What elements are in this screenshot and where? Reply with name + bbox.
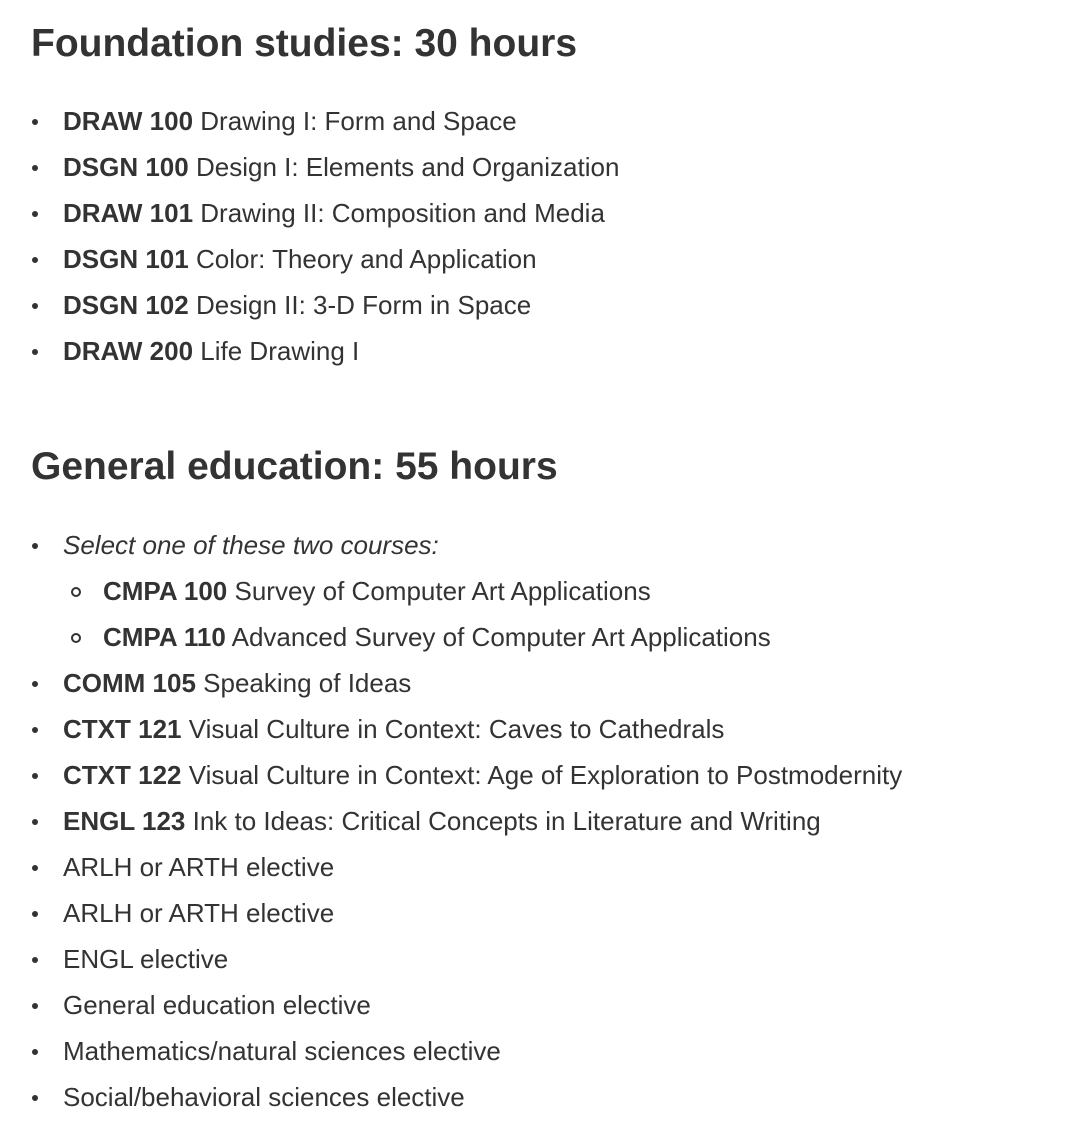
course-code: CTXT 121 <box>63 714 182 744</box>
course-title: Visual Culture in Context: Age of Exploration to Postmodernity <box>188 760 903 790</box>
sub-list-item <box>0 614 902 660</box>
course-code: CMPA 100 <box>103 576 228 606</box>
course-title: Life Drawing I <box>200 336 360 366</box>
course-code: COMM 105 <box>63 668 196 698</box>
select-note-item <box>0 522 902 568</box>
list-item <box>0 98 619 144</box>
course-title: Drawing II: Composition and Media <box>200 198 605 228</box>
foundation-heading: Foundation studies: 30 hours <box>31 22 578 65</box>
foundation-course-list <box>0 98 619 374</box>
elective-item <box>0 936 902 982</box>
course-title: Speaking of Ideas <box>203 668 412 698</box>
course-code: DRAW 101 <box>63 198 194 228</box>
sub-list-item <box>0 568 902 614</box>
course-title: Ink to Ideas: Critical Concepts in Literature and Writing <box>192 806 821 836</box>
course-title: Design II: 3-D Form in Space <box>195 290 532 320</box>
select-note: Select one of these two courses: <box>63 530 439 560</box>
course-code: DRAW 200 <box>63 336 194 366</box>
elective-item <box>0 1074 902 1120</box>
elective-item <box>0 844 902 890</box>
course-title: Survey of Computer Art Applications <box>234 576 651 606</box>
general-education-heading: General education: 55 hours <box>31 445 558 488</box>
elective-item <box>0 1028 902 1074</box>
elective-label: Mathematics/natural sciences elective <box>63 1036 501 1066</box>
course-code: CMPA 110 <box>103 622 226 652</box>
elective-label: ENGL elective <box>63 944 229 974</box>
course-title: Visual Culture in Context: Caves to Cathedrals <box>188 714 725 744</box>
list-item <box>0 144 619 190</box>
list-item <box>0 190 619 236</box>
elective-label: General education elective <box>63 990 371 1020</box>
list-item <box>0 660 902 706</box>
elective-label: ARLH or ARTH elective <box>63 898 335 928</box>
course-code: DSGN 102 <box>63 290 189 320</box>
list-item <box>0 328 619 374</box>
elective-label: ARLH or ARTH elective <box>63 852 335 882</box>
course-code: DSGN 101 <box>63 244 189 274</box>
general-education-course-list <box>0 522 902 1120</box>
course-code: DRAW 100 <box>63 106 194 136</box>
course-title: Drawing I: Form and Space <box>200 106 517 136</box>
course-code: CTXT 122 <box>63 760 182 790</box>
list-item <box>0 236 619 282</box>
course-title: Color: Theory and Application <box>195 244 537 274</box>
list-item <box>0 706 902 752</box>
course-title: Design I: Elements and Organization <box>195 152 620 182</box>
elective-label: Social/behavioral sciences elective <box>63 1082 465 1112</box>
course-code: DSGN 100 <box>63 152 189 182</box>
list-item <box>0 282 619 328</box>
course-code: ENGL 123 <box>63 806 186 836</box>
course-title: Advanced Survey of Computer Art Applications <box>231 622 771 652</box>
list-item <box>0 798 902 844</box>
list-item <box>0 752 902 798</box>
elective-item <box>0 982 902 1028</box>
elective-item <box>0 890 902 936</box>
